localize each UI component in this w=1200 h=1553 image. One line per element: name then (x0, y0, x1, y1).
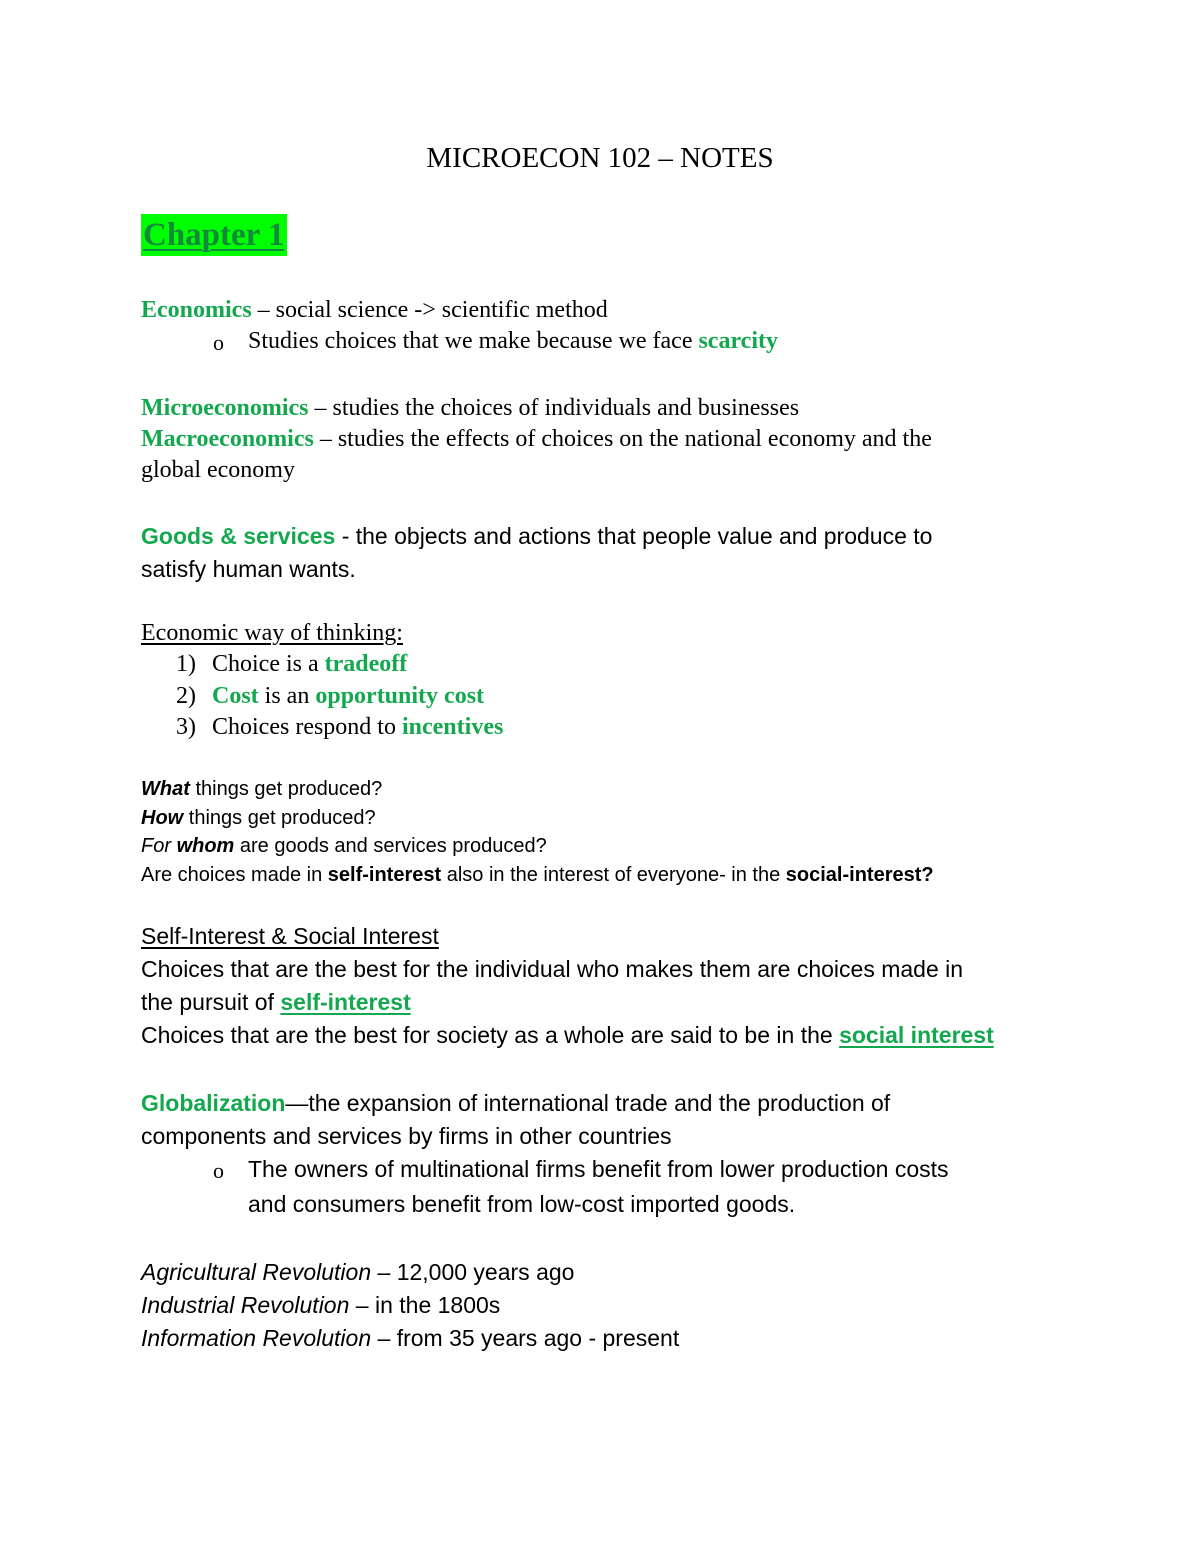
question-text: things get produced? (189, 778, 383, 800)
question-self-interest (141, 864, 934, 887)
globalization-def: —the expansion of international trade and the production of (285, 1090, 891, 1116)
question-emphasis: For (141, 835, 177, 857)
thinking-heading: Economic way of thinking: (141, 620, 403, 646)
question-text: are goods and services produced? (234, 835, 547, 857)
self-social-heading: Self-Interest & Social Interest (141, 923, 439, 949)
question-emphasis: What (141, 778, 190, 800)
thinking-item-1 (176, 651, 407, 678)
question-how (141, 807, 376, 830)
goods-services-def: - the objects and actions that people value and produce to (335, 523, 933, 549)
macroeconomics-term: Macroeconomics (141, 426, 314, 452)
bullet-icon: o (213, 1158, 224, 1183)
question-text: also in the interest of everyone- in the (441, 864, 786, 886)
economics-term: Economics (141, 297, 252, 323)
self-social-text: the pursuit of (141, 989, 281, 1015)
goods-services-definition (141, 523, 932, 550)
social-interest-bold: social-interest? (785, 864, 934, 886)
self-interest-bold: self-interest (327, 864, 442, 886)
self-interest-term: self-interest (280, 989, 411, 1015)
globalization-definition (141, 1090, 890, 1117)
macroeconomics-def-cont: global economy (141, 457, 295, 483)
chapter-heading: Chapter 1 (141, 214, 287, 256)
revolution-name: Agricultural Revolution (141, 1259, 372, 1285)
incentives-term: incentives (401, 714, 504, 740)
microeconomics-term: Microeconomics (141, 395, 309, 421)
scarcity-sub-point (248, 328, 778, 355)
economics-definition (141, 297, 608, 324)
question-what (141, 778, 382, 801)
globalization-sub-2: and consumers benefit from low-cost imported goods. (248, 1191, 796, 1217)
tradeoff-term: tradeoff (324, 651, 408, 677)
self-social-line-1: Choices that are the best for the individual who makes them are choices made in (141, 956, 964, 982)
revolution-name: Industrial Revolution (141, 1292, 350, 1318)
microeconomics-def: – studies the choices of individuals and businesses (308, 395, 800, 421)
list-number: 3) (176, 714, 196, 740)
bullet-icon: o (213, 330, 224, 355)
thinking-item-text: Choices respond to (212, 714, 402, 740)
economics-def: – social science -> scientific method (251, 297, 608, 323)
goods-services-term: Goods & services (141, 523, 336, 549)
question-text: Are choices made in (141, 864, 328, 886)
list-number: 1) (176, 651, 196, 677)
revolution-when: – 12,000 years ago (371, 1259, 575, 1285)
scarcity-term: scarcity (698, 328, 778, 354)
thinking-item-text: Choice is a (212, 651, 325, 677)
macroeconomics-def: – studies the effects of choices on the national economy and the (313, 426, 932, 452)
self-social-line-3 (141, 1022, 994, 1049)
revolution-agricultural (141, 1259, 574, 1286)
question-emphasis: whom (176, 835, 235, 857)
thinking-item-3 (176, 714, 503, 741)
self-social-text: Choices that are the best for society as a whole are said to be in the (141, 1022, 840, 1048)
macroeconomics-definition (141, 426, 932, 453)
revolution-industrial (141, 1292, 500, 1319)
revolution-name: Information Revolution (141, 1325, 372, 1351)
goods-services-def-cont: satisfy human wants. (141, 556, 356, 582)
scarcity-text: Studies choices that we make because we face (248, 328, 699, 354)
microeconomics-definition (141, 395, 799, 422)
globalization-sub-1: The owners of multinational firms benefit from lower production costs (248, 1156, 949, 1182)
globalization-def-cont: components and services by firms in other countries (141, 1123, 672, 1149)
cost-term: Cost (212, 683, 259, 709)
thinking-item-2 (176, 683, 484, 710)
revolution-information (141, 1325, 679, 1352)
self-social-line-2 (141, 989, 411, 1016)
question-text: things get produced? (183, 807, 376, 829)
revolution-when: – in the 1800s (349, 1292, 501, 1318)
social-interest-term: social interest (839, 1022, 994, 1048)
globalization-term: Globalization (141, 1090, 286, 1116)
page-title: MICROECON 102 – NOTES (426, 142, 774, 174)
question-emphasis: How (141, 807, 184, 829)
thinking-item-text: is an (258, 683, 316, 709)
list-number: 2) (176, 683, 196, 709)
revolution-when: – from 35 years ago - present (371, 1325, 680, 1351)
question-for-whom (141, 835, 547, 858)
opportunity-cost-term: opportunity cost (315, 683, 485, 709)
